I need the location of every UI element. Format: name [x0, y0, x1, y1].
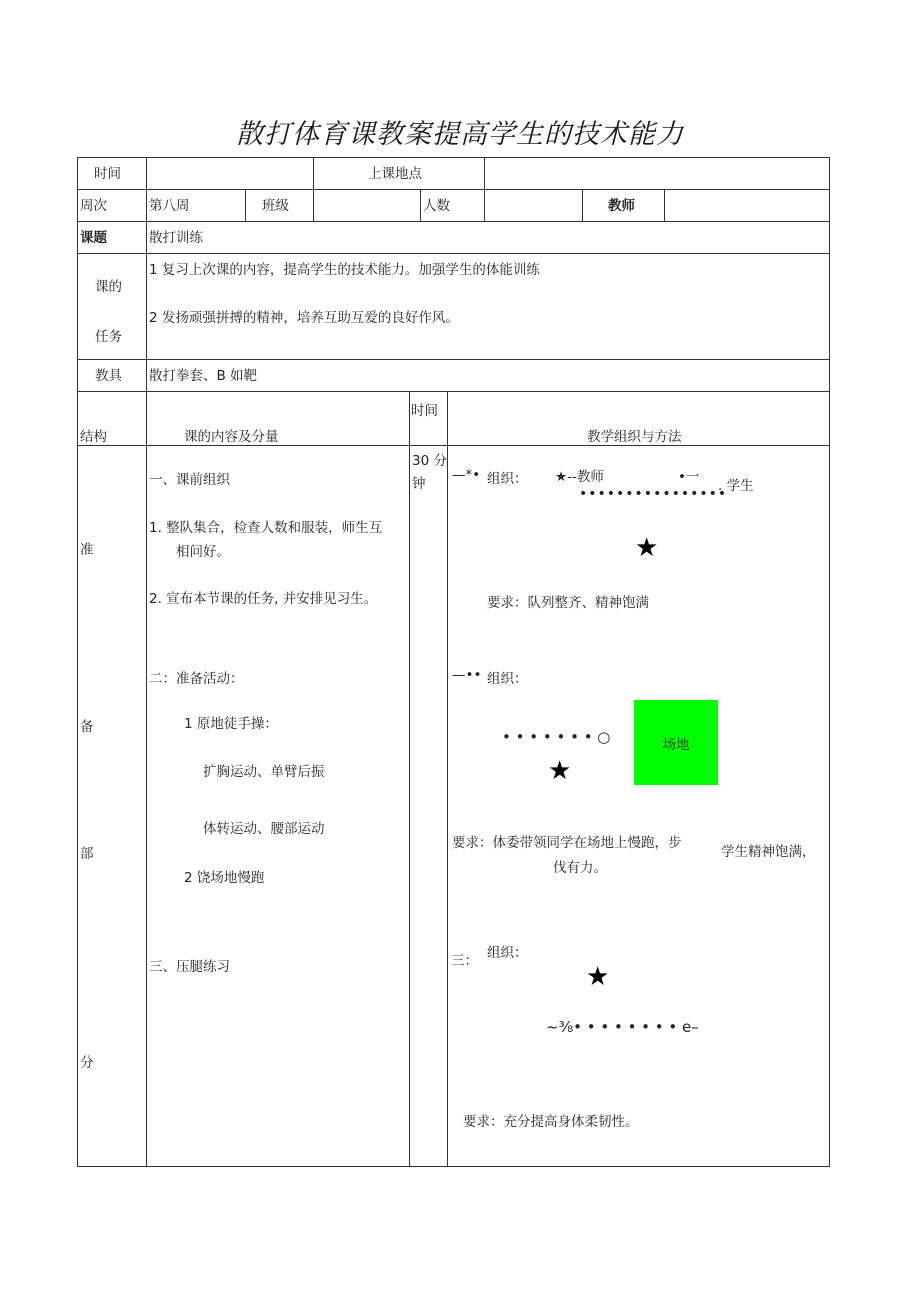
teacher-star-icon: ★: [586, 962, 610, 992]
teacher-marker: ★--教师: [555, 469, 604, 485]
content-section-3: 三、压腿练习: [149, 959, 230, 975]
student-marker-dot: •一: [678, 469, 700, 485]
class-label: 班级: [262, 198, 289, 214]
running-line-dots: • • • • • • • ○: [502, 728, 611, 746]
table-row-divider: [77, 391, 830, 392]
week-value: 第八周: [149, 198, 190, 214]
content-item: 2. 宣布本节课的任务, 并安排见习生。: [149, 591, 378, 607]
topic-label: 课题: [80, 230, 107, 246]
teacher-star-icon: ★: [635, 533, 659, 563]
teacher-label: 教师: [608, 198, 635, 214]
table-col-divider: [582, 189, 583, 221]
organisation-label: 组织：: [487, 945, 528, 961]
column-header-method: 教学组织与方法: [587, 429, 682, 445]
content-item: 1 原地徒手操：: [184, 716, 278, 732]
field-label: 场地: [662, 736, 690, 753]
organisation-prefix: —••: [452, 667, 482, 683]
table-col-divider: [245, 189, 246, 221]
equipment-label: 教具: [95, 368, 122, 384]
organisation-prefix: —*•: [452, 467, 481, 483]
content-section-2: 二：准备活动：: [149, 671, 244, 687]
column-header-content: 课的内容及分量: [184, 429, 279, 445]
count-label: 人数: [423, 198, 450, 214]
table-col-divider: [484, 157, 485, 221]
requirement-text: 学生精神饱满，: [721, 844, 816, 860]
task-item-2: 2 发扬顽强拼搏的精神，培养互助互爱的良好作风。: [149, 310, 459, 326]
page-title: 散打体育课教案提高学生的技术能力: [236, 119, 684, 150]
time-value-line2: 钟: [412, 476, 426, 492]
table-border-bottom: [77, 1166, 830, 1167]
content-item: 1. 整队集合，检查人数和服装，师生互: [149, 520, 383, 536]
content-item: 2 饶场地慢跑: [184, 870, 265, 886]
table-col-divider: [146, 157, 147, 1167]
time-label: 时间: [94, 166, 121, 182]
content-item: 扩胸运动、单臂后振: [203, 764, 325, 780]
structure-char: 准: [80, 542, 94, 558]
content-item: 体转运动、腰部运动: [203, 821, 325, 837]
task-item-1: 1 复习上次课的内容，提高学生的技术能力。加强学生的体能训练: [149, 262, 540, 278]
table-row-divider: [77, 359, 830, 360]
equipment-value: 散打拳套、B 如靶: [149, 368, 258, 384]
table-row-divider: [77, 445, 830, 446]
task-label-line1: 课的: [95, 279, 122, 295]
structure-char: 部: [80, 846, 94, 862]
table-col-divider: [447, 391, 448, 1167]
organisation-label: 组织：: [487, 671, 528, 687]
student-marker-label: . 学生: [718, 478, 754, 494]
requirement-text: 要求：体委带领同学在场地上慢跑，步: [452, 835, 682, 851]
table-col-divider: [409, 391, 410, 1167]
requirement-text: 伐有力。: [553, 860, 607, 876]
table-border-left: [77, 157, 78, 1167]
student-line-dots: ••••••••••••••••: [579, 486, 728, 502]
requirement-text: 要求：充分提高身体柔韧性。: [463, 1114, 639, 1130]
field-area: [634, 700, 718, 785]
teacher-star-icon: ★: [548, 756, 572, 786]
column-header-time: 时间: [411, 403, 438, 419]
requirement-text: 要求：队列整齐、精神饱满: [487, 595, 649, 611]
time-value-line1: 30 分: [412, 453, 447, 469]
structure-char: 备: [80, 719, 94, 735]
table-col-divider: [664, 189, 665, 221]
structure-char: 分: [80, 1055, 94, 1071]
content-item: 相问好。: [176, 544, 230, 560]
column-header-structure: 结构: [80, 429, 107, 445]
organisation-prefix: 三：: [451, 953, 478, 969]
location-label: 上课地点: [368, 166, 422, 182]
content-section-1: 一、课前组织: [149, 472, 230, 488]
table-border-right: [829, 157, 830, 1167]
table-col-divider: [313, 157, 314, 221]
table-row-divider: [77, 253, 830, 254]
table-row-divider: [77, 189, 830, 190]
organisation-label: 组织：: [487, 471, 528, 487]
table-col-divider: [420, 189, 421, 221]
stretch-line: ~⅜• • • • • • • • e–: [546, 1018, 699, 1036]
table-border-top: [77, 157, 830, 158]
table-row-divider: [77, 221, 830, 222]
topic-value: 散打训练: [149, 230, 203, 246]
week-label: 周次: [80, 198, 107, 214]
task-label-line2: 任务: [95, 329, 122, 345]
